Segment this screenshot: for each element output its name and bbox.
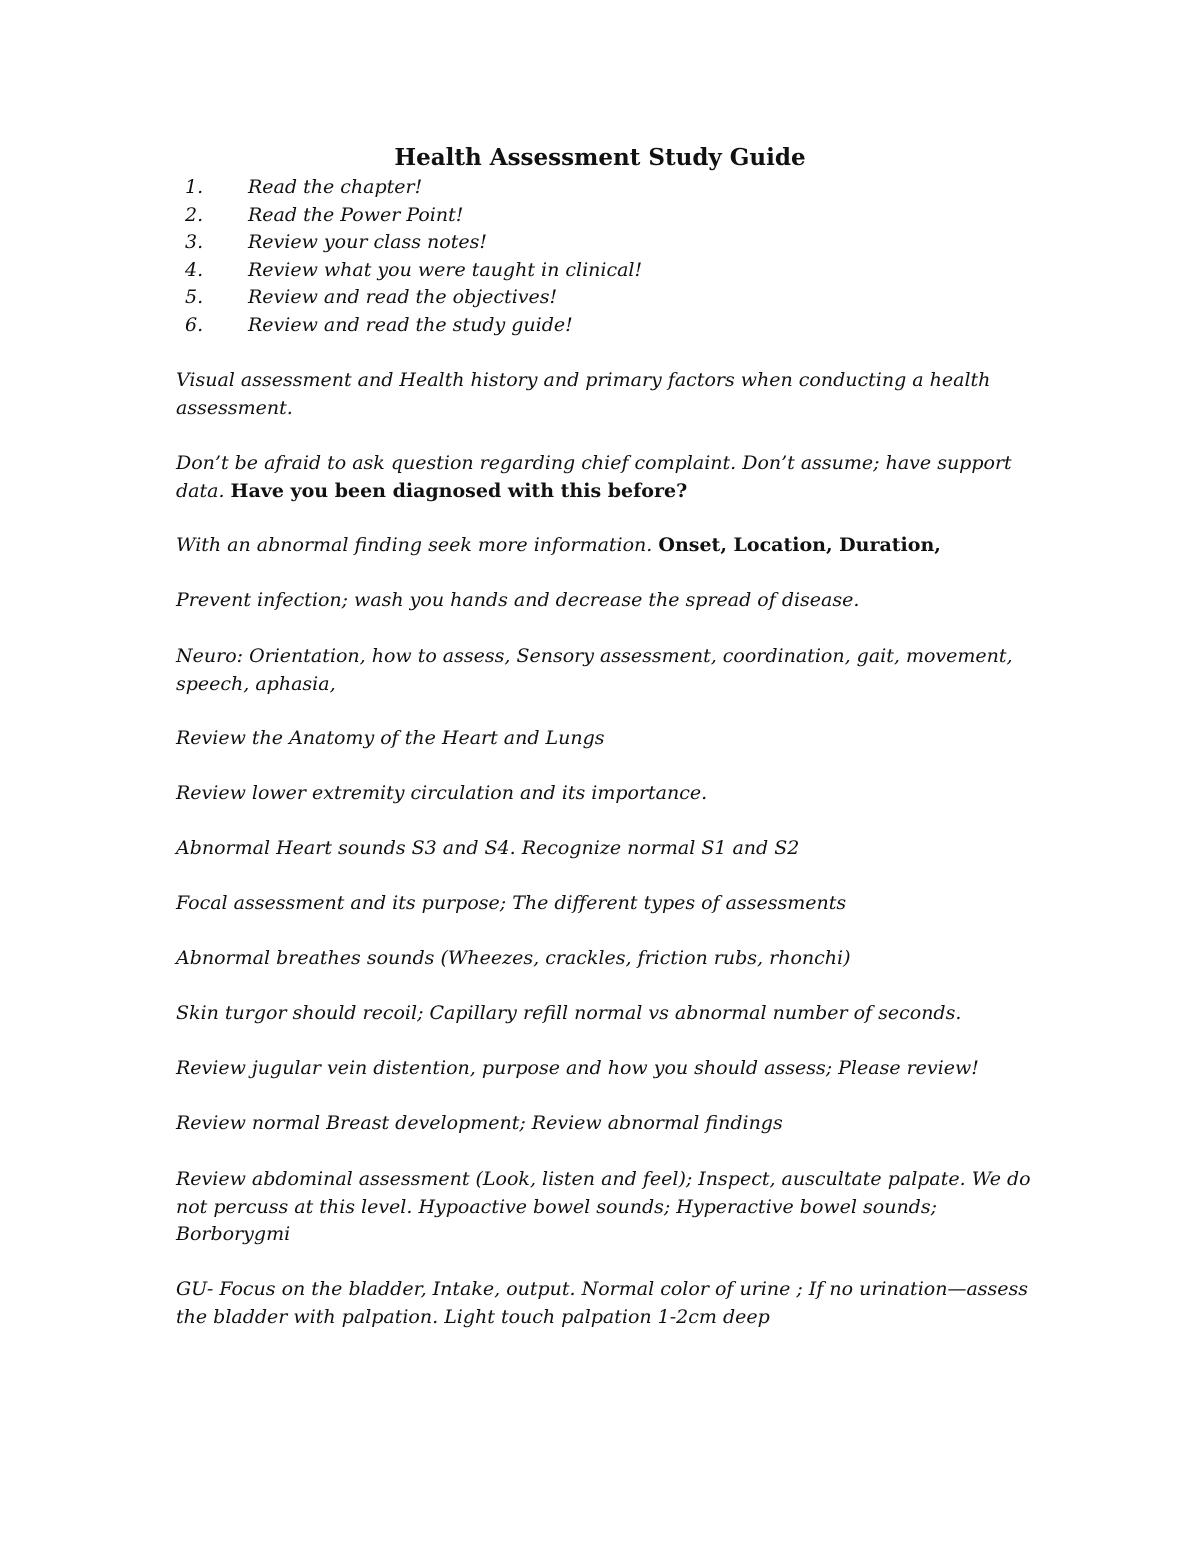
paragraph-skin-turgor: Skin turgor should recoil; Capillary refill normal vs abnormal number of seconds. <box>176 1002 962 1024</box>
checklist-number: 1. <box>185 176 204 198</box>
paragraph-infection: Prevent infection; wash you hands and decrease the spread of disease. <box>176 589 860 611</box>
document-title: Health Assessment Study Guide <box>394 144 806 171</box>
paragraph-neuro: Neuro: Orientation, how to assess, Sensory assessment, coordination, gait, movement, speech, aphasia, <box>176 645 1013 695</box>
chief-complaint-question: Have you been diagnosed with this before? <box>230 479 688 502</box>
checklist-number: 2. <box>185 203 204 226</box>
checklist-item <box>176 257 642 285</box>
checklist-item <box>176 312 642 340</box>
checklist-text: Read the Power Point! <box>248 203 464 226</box>
checklist-text: Review and read the objectives! <box>248 286 558 308</box>
checklist-item <box>176 229 642 257</box>
checklist-number: 3. <box>185 231 204 253</box>
paragraph-circulation: Review lower extremity circulation and its importance. <box>176 782 708 804</box>
checklist-number: 6. <box>185 313 204 336</box>
checklist-item <box>176 174 642 202</box>
paragraph-jugular-vein: Review jugular vein distention, purpose and how you should assess; Please review! <box>176 1057 979 1079</box>
checklist-item <box>176 202 642 230</box>
paragraph-heart-sounds: Abnormal Heart sounds S3 and S4. Recognize normal S1 and S2 <box>176 837 800 859</box>
checklist-text: Review what you were taught in clinical! <box>248 258 643 281</box>
paragraph-breast: Review normal Breast development; Review abnormal findings <box>176 1112 783 1134</box>
chief-complaint-text: Don’t be afraid to ask question regarding chief complaint. Don’t assume; have support data. <box>176 452 1012 502</box>
paragraph-chief-complaint <box>176 450 1036 505</box>
paragraph-breath-sounds: Abnormal breathes sounds (Wheezes, crackles, friction rubs, rhonchi) <box>176 947 851 969</box>
paragraph-abnormal-finding <box>176 532 1036 560</box>
checklist-text: Review and read the study guide! <box>248 313 573 336</box>
checklist-text: Review your class notes! <box>248 231 487 253</box>
paragraph-visual-assessment: Visual assessment and Health history and primary factors when conducting a health assessment. <box>176 369 991 419</box>
checklist-item <box>176 284 642 312</box>
study-checklist <box>176 174 642 339</box>
paragraph-abdominal: Review abdominal assessment (Look, listen and feel); Inspect, auscultate palpate. We do not percuss at this level. Hypoactive bowel sounds; Hyperactive bowel sounds; Borborygmi <box>176 1168 1031 1245</box>
abnormal-finding-text: With an abnormal finding seek more information. <box>176 534 653 556</box>
paragraph-gu: GU- Focus on the bladder, Intake, output. Normal color of urine ; If no urination—assess the bladder with palpation. Light touch palpation 1-2cm deep <box>176 1278 1029 1328</box>
checklist-number: 4. <box>185 258 204 281</box>
paragraph-anatomy: Review the Anatomy of the Heart and Lungs <box>176 727 605 749</box>
checklist-text: Read the chapter! <box>248 176 423 198</box>
abnormal-finding-keywords: Onset, Location, Duration, <box>658 534 941 556</box>
checklist-number: 5. <box>185 286 204 308</box>
paragraph-focal-assessment: Focal assessment and its purpose; The different types of assessments <box>176 892 847 914</box>
